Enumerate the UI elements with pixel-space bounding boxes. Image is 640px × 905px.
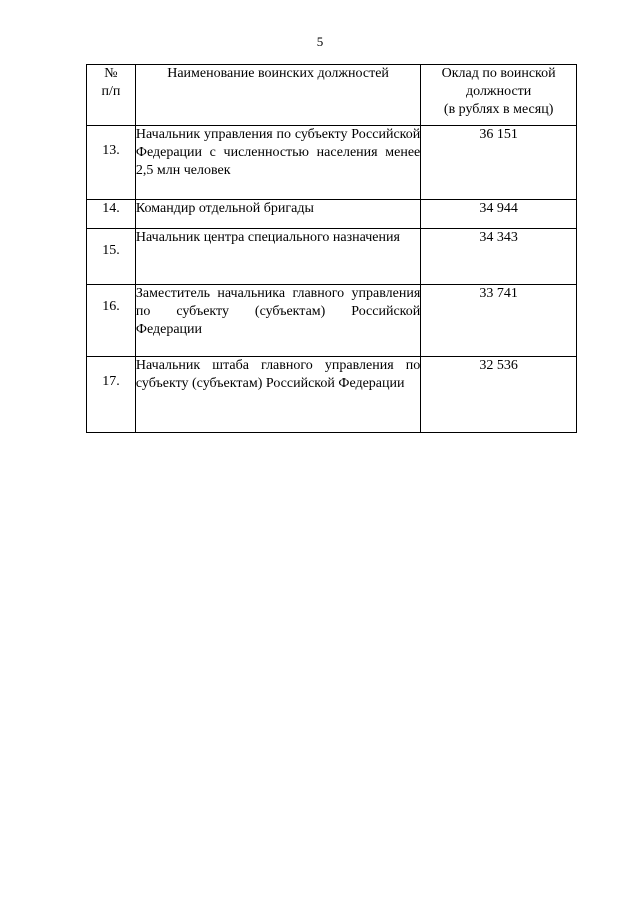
row-position-name: Начальник управления по субъекту Российской Федерации с численностью населения менее 2,5 млн человек xyxy=(135,126,420,200)
row-number: 13. xyxy=(87,126,136,200)
page-number: 5 xyxy=(316,34,324,49)
row-salary: 32 536 xyxy=(421,357,577,433)
header-salary-line1: Оклад по воинской xyxy=(441,66,556,81)
header-salary-line3: (в рублях в месяц) xyxy=(443,102,554,117)
header-number-abbr: п/п xyxy=(101,84,121,99)
table-row xyxy=(87,126,577,200)
row-salary: 33 741 xyxy=(421,285,577,357)
table-header-row xyxy=(87,65,577,126)
positions-table xyxy=(86,64,577,433)
table-row xyxy=(87,357,577,433)
row-number: 16. xyxy=(87,285,136,357)
table-row xyxy=(87,200,577,229)
row-number: 14. xyxy=(87,200,136,229)
header-salary-line2: должности xyxy=(466,84,532,99)
row-salary: 34 343 xyxy=(421,229,577,285)
table-row xyxy=(87,229,577,285)
table-row xyxy=(87,285,577,357)
row-position-name: Командир отдельной бригады xyxy=(135,200,420,229)
header-position-name: Наименование воинских должностей xyxy=(135,65,420,126)
row-number: 15. xyxy=(87,229,136,285)
row-position-name: Заместитель начальника главного управления по субъекту (субъектам) Российской Федерации xyxy=(135,285,420,357)
header-salary xyxy=(421,65,577,126)
row-number: 17. xyxy=(87,357,136,433)
header-number xyxy=(87,65,136,126)
row-salary: 36 151 xyxy=(421,126,577,200)
row-salary: 34 944 xyxy=(421,200,577,229)
row-position-name: Начальник центра специального назначения xyxy=(135,229,420,285)
row-position-name: Начальник штаба главного управления по субъекту (субъектам) Российской Федерации xyxy=(135,357,420,433)
header-number-symbol: № xyxy=(104,66,118,81)
